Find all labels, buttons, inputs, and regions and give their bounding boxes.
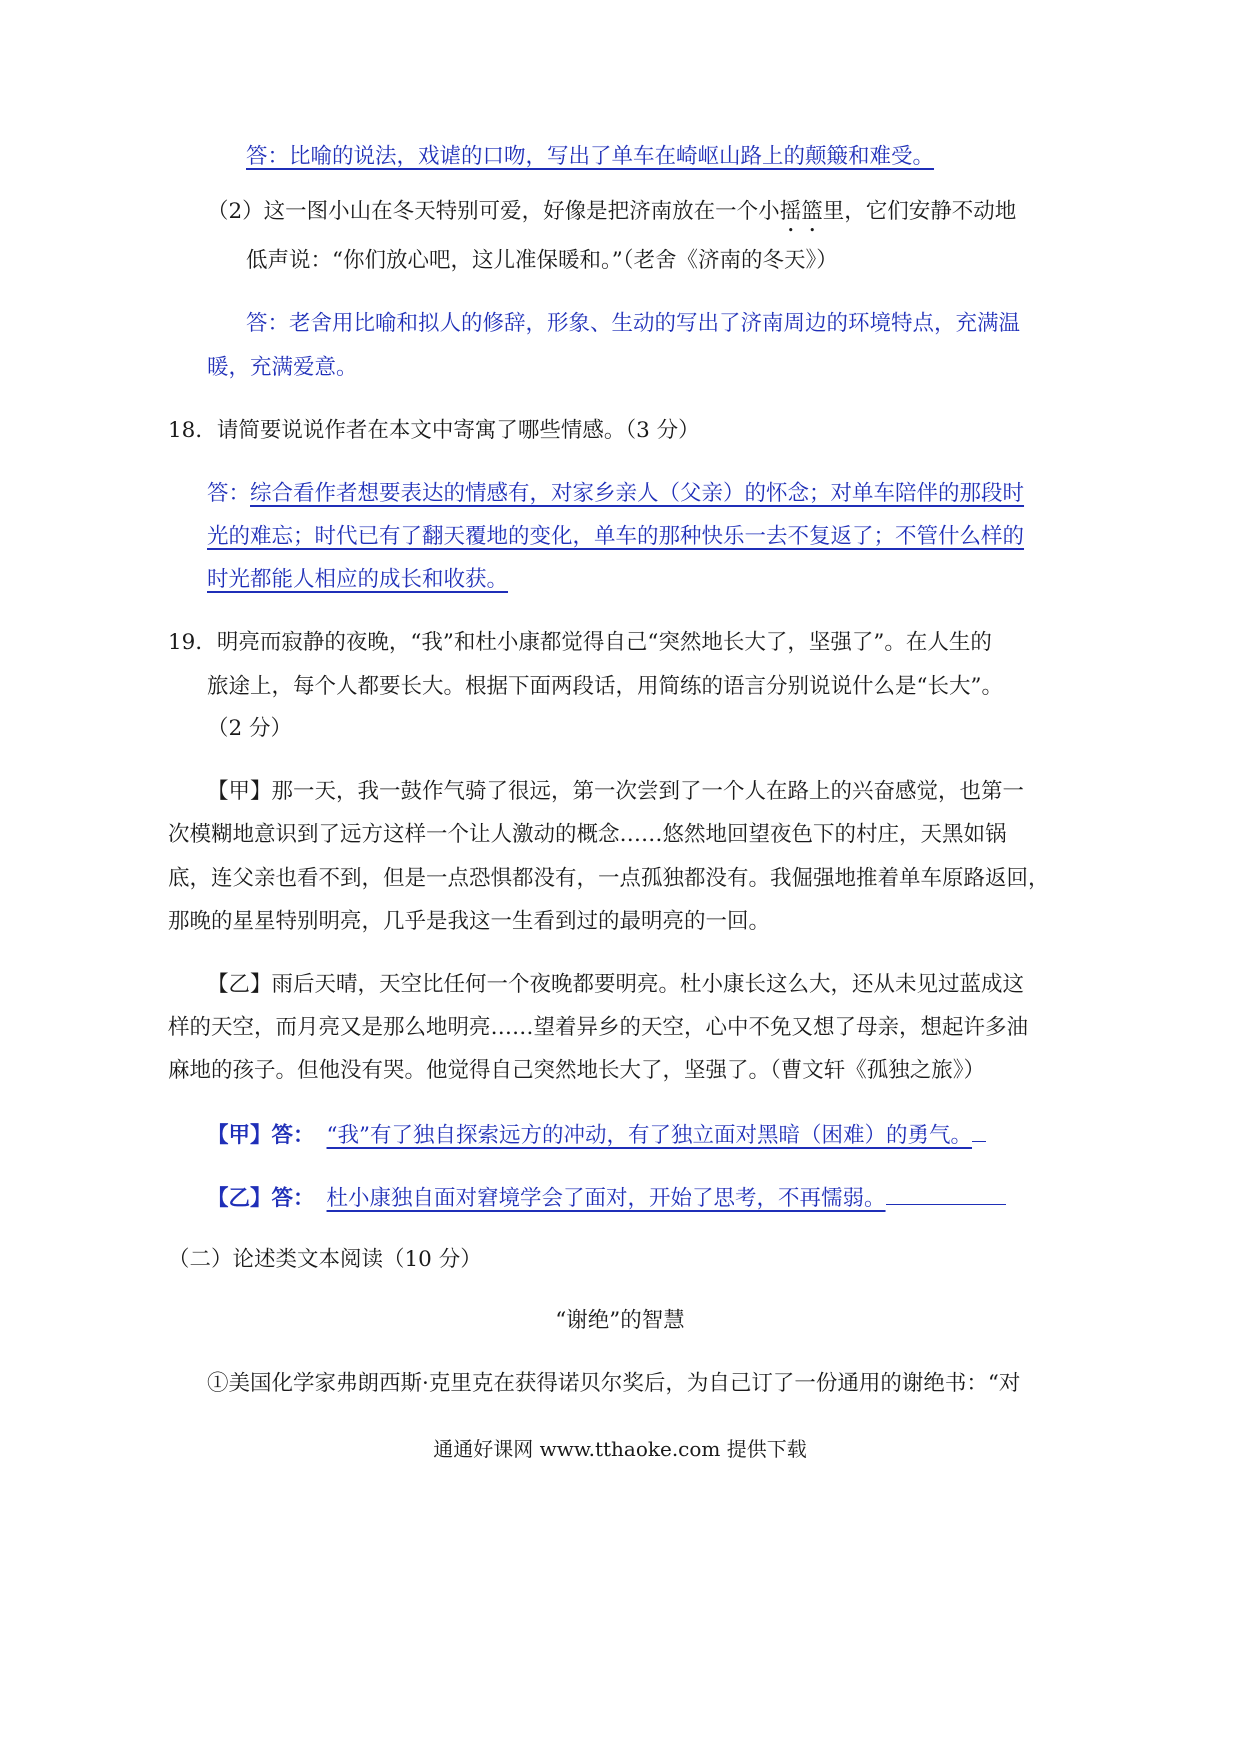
dotted-emphasis-word: 摇篮 — [779, 199, 823, 224]
answer-18-line-3: 时光都能人相应的成长和收获。 — [207, 567, 509, 592]
answer-17-1: 答：比喻的说法，戏谑的口吻，写出了单车在崎岖山路上的颠簸和难受。 — [246, 144, 935, 169]
question-19-line-1: 19．明亮而寂静的夜晚，“我”和杜小康都觉得自己“突然地长大了，坚强了”。在人生的 — [168, 630, 992, 655]
answer-18-line-2: 光的难忘；时代已有了翻天覆地的变化，单车的那种快乐一去不复返了；不管什么样的 — [207, 524, 1025, 549]
passage-yi-line-2: 样的天空，而月亮又是那么地明亮……望着异乡的天空，心中不免又想了母亲，想起许多油 — [168, 1015, 1029, 1040]
answer-17-2-line-2: 暖，充满爱意。 — [207, 355, 358, 380]
answer-19-yi-blank — [886, 1182, 1006, 1205]
passage-jia-line-4: 那晚的星星特别明亮，几乎是我这一生看到过的最明亮的一回。 — [168, 909, 771, 934]
answer-18-line-1 — [207, 479, 1024, 509]
passage-jia-line-1: 【甲】那一天，我一鼓作气骑了很远，第一次尝到了一个人在路上的兴奋感觉，也第一 — [207, 779, 1025, 804]
page-footer: 通通好课网 www.tthaoke.com 提供下载 — [433, 1437, 807, 1461]
article-title: “谢绝”的智慧 — [555, 1308, 685, 1333]
article-paragraph-1: ①美国化学家弗朗西斯·克里克在获得诺贝尔奖后，为自己订了一份通用的谢绝书：“对 — [207, 1371, 1021, 1396]
answer-19-yi — [207, 1182, 1006, 1214]
answer-18-prefix: 答： — [207, 481, 251, 506]
answer-19-jia-blank — [972, 1119, 986, 1142]
answer-19-yi-label: 【乙】答： — [207, 1186, 315, 1211]
answer-19-jia-text: “我”有了独自探索远方的冲动，有了独立面对黑暗（困难）的勇气。 — [326, 1123, 973, 1148]
passage-yi-line-1: 【乙】雨后天晴，天空比任何一个夜晚都要明亮。杜小康长这么大，还从未见过蓝成这 — [207, 972, 1025, 997]
question-18: 18．请简要说说作者在本文中寄寓了哪些情感。（3 分） — [168, 418, 700, 443]
question-19-line-3: （2 分） — [207, 716, 293, 741]
answer-18-text-1: 综合看作者想要表达的情感有，对家乡亲人（父亲）的怀念；对单车陪伴的那段时 — [250, 481, 1025, 506]
question-17-item-2-line-2: 低声说：“你们放心吧，这儿准保暖和。”（老舍《济南的冬天》） — [246, 248, 838, 273]
section-heading: （二）论述类文本阅读（10 分） — [168, 1247, 482, 1272]
question-19-line-2: 旅途上，每个人都要长大。根据下面两段话，用简练的语言分别说说什么是“长大”。 — [207, 674, 1003, 699]
question-17-item-2-text-b: 里，它们安静不动地 — [822, 199, 1017, 224]
passage-jia-line-2: 次模糊地意识到了远方这样一个让人激动的概念……悠然地回望夜色下的村庄，天黑如锅 — [168, 822, 1007, 847]
passage-yi-line-3: 麻地的孩子。但他没有哭。他觉得自己突然地长大了，坚强了。（曹文轩《孤独之旅》） — [168, 1058, 986, 1083]
passage-jia-line-3: 底，连父亲也看不到，但是一点恐惧都没有，一点孤独都没有。我倔强地推着单车原路返回， — [168, 866, 1050, 891]
question-17-item-2-text-a: （2）这一图小山在冬天特别可爱，好像是把济南放在一个小 — [207, 199, 780, 224]
answer-19-yi-text: 杜小康独自面对窘境学会了面对，开始了思考，不再懦弱。 — [326, 1186, 886, 1211]
answer-19-jia — [207, 1119, 986, 1151]
answer-19-jia-label: 【甲】答： — [207, 1123, 315, 1148]
question-17-item-2-line-1 — [207, 197, 1016, 237]
answer-17-2-line-1: 答：老舍用比喻和拟人的修辞，形象、生动的写出了济南周边的环境特点，充满温 — [246, 311, 1021, 336]
